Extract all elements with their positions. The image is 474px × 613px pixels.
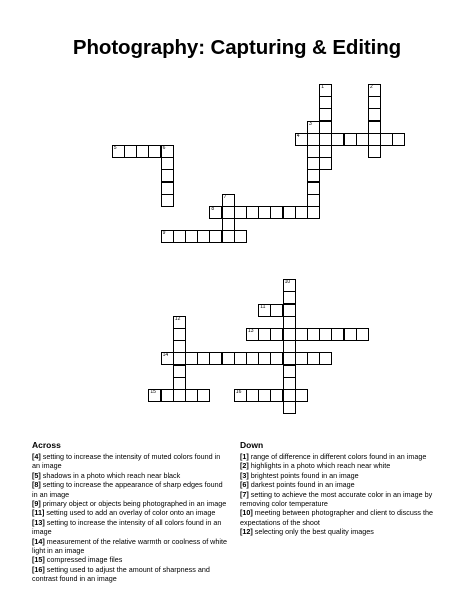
down-clue bbox=[240, 461, 450, 470]
grid-cell[interactable] bbox=[270, 328, 283, 341]
cell-number: 13 bbox=[248, 328, 254, 334]
grid-cell[interactable] bbox=[319, 145, 332, 158]
grid-cell[interactable] bbox=[148, 145, 161, 158]
clue-text: range of difference in different colors found in an image bbox=[248, 452, 427, 461]
grid-cell[interactable] bbox=[319, 96, 332, 109]
clue-text: brightest points found in an image bbox=[248, 470, 359, 480]
cell-number: 15 bbox=[150, 389, 156, 395]
clue-number: [7] bbox=[240, 489, 249, 499]
clue-number: [9] bbox=[32, 499, 41, 509]
grid-cell[interactable] bbox=[283, 316, 296, 329]
grid-cell[interactable] bbox=[258, 389, 271, 402]
clue-text: shadows in a photo which reach near black bbox=[40, 470, 181, 480]
clue-text: primary object or objects being photographed in an image bbox=[40, 499, 227, 509]
grid-cell[interactable] bbox=[161, 169, 174, 182]
grid-cell[interactable] bbox=[124, 145, 137, 158]
clue-number: [11] bbox=[32, 508, 45, 518]
grid-cell[interactable] bbox=[283, 206, 296, 219]
across-clue bbox=[32, 471, 228, 480]
across-clues bbox=[32, 440, 228, 584]
cell-number: 7 bbox=[223, 193, 227, 200]
cell-number: 5 bbox=[113, 145, 117, 151]
clue-text: setting to increase the intensity of muted colors found in an image bbox=[32, 452, 221, 471]
grid-cell[interactable] bbox=[173, 316, 186, 329]
grid-cell[interactable] bbox=[283, 389, 296, 402]
grid-cell[interactable] bbox=[344, 328, 357, 341]
clue-text: meeting between photographer and client to discuss the expectations of the shoot bbox=[240, 508, 434, 527]
puzzle-title: Photography: Capturing & Editing bbox=[72, 36, 402, 59]
clue-number: [16] bbox=[32, 564, 45, 574]
grid-cell[interactable] bbox=[392, 133, 405, 146]
grid-cell[interactable] bbox=[319, 121, 332, 134]
grid-cell[interactable] bbox=[283, 352, 296, 365]
clue-text: setting to achieve the most accurate color in an image by removing color temperature bbox=[240, 489, 433, 509]
clue-text: darkest points found in an image bbox=[248, 480, 355, 490]
grid-cell[interactable] bbox=[356, 328, 369, 341]
grid-cell[interactable] bbox=[295, 352, 308, 365]
grid-cell[interactable] bbox=[148, 389, 161, 402]
grid-cell[interactable] bbox=[368, 108, 381, 121]
grid-cell[interactable] bbox=[222, 194, 235, 207]
across-clue bbox=[32, 518, 228, 537]
cell-number: 9 bbox=[162, 230, 166, 237]
grid-cell[interactable] bbox=[161, 194, 174, 207]
cell-number: 12 bbox=[174, 315, 181, 322]
grid-cell[interactable] bbox=[173, 328, 186, 341]
grid-cell[interactable] bbox=[234, 206, 247, 219]
grid-cell[interactable] bbox=[356, 133, 369, 146]
grid-cell[interactable] bbox=[283, 377, 296, 390]
grid-cell[interactable] bbox=[307, 169, 320, 182]
grid-cell[interactable] bbox=[307, 352, 320, 365]
grid-cell[interactable] bbox=[270, 389, 283, 402]
grid-cell[interactable] bbox=[307, 145, 320, 158]
grid-cell[interactable] bbox=[112, 145, 125, 158]
grid-cell[interactable] bbox=[173, 230, 186, 243]
cell-number: 1 bbox=[321, 84, 324, 90]
cell-number: 3 bbox=[309, 120, 312, 127]
down-heading: Down bbox=[240, 440, 264, 450]
grid-cell[interactable] bbox=[295, 328, 308, 341]
down-clue bbox=[240, 527, 450, 536]
grid-cell[interactable] bbox=[209, 206, 222, 219]
grid-cell[interactable] bbox=[185, 352, 198, 365]
clue-number: [5] bbox=[32, 470, 41, 480]
clue-number: [3] bbox=[240, 470, 249, 480]
grid-cell[interactable] bbox=[344, 133, 357, 146]
grid-cell[interactable] bbox=[222, 352, 235, 365]
clue-number: [15] bbox=[32, 555, 45, 565]
grid-cell[interactable] bbox=[368, 145, 381, 158]
grid-cell[interactable] bbox=[185, 230, 198, 243]
grid-cell[interactable] bbox=[368, 96, 381, 109]
grid-cell[interactable] bbox=[246, 389, 259, 402]
clue-number: [1] bbox=[240, 452, 249, 461]
grid-cell[interactable] bbox=[161, 230, 174, 243]
grid-cell[interactable] bbox=[283, 401, 296, 414]
grid-cell[interactable] bbox=[222, 230, 235, 243]
grid-cell[interactable] bbox=[307, 121, 320, 134]
grid-cell[interactable] bbox=[258, 304, 271, 317]
clue-text: setting used to adjust the amount of sharpness and contrast found in an image bbox=[32, 564, 210, 584]
grid-cell[interactable] bbox=[319, 133, 332, 146]
grid-cell[interactable] bbox=[319, 157, 332, 170]
cell-number: 2 bbox=[370, 84, 373, 90]
grid-cell[interactable] bbox=[197, 352, 210, 365]
clue-text: setting to increase the appearance of sharp edges found in an image bbox=[32, 480, 223, 499]
grid-cell[interactable] bbox=[295, 206, 308, 219]
grid-cell[interactable] bbox=[283, 365, 296, 378]
down-clue bbox=[240, 490, 450, 509]
grid-cell[interactable] bbox=[368, 121, 381, 134]
grid-cell[interactable] bbox=[270, 304, 283, 317]
grid-cell[interactable] bbox=[307, 157, 320, 170]
grid-cell[interactable] bbox=[283, 279, 296, 292]
grid-cell[interactable] bbox=[319, 328, 332, 341]
grid-cell[interactable] bbox=[234, 352, 247, 365]
grid-cell[interactable] bbox=[161, 145, 174, 158]
grid-cell[interactable] bbox=[246, 328, 259, 341]
across-clue-list bbox=[32, 452, 228, 584]
grid-cell[interactable] bbox=[185, 389, 198, 402]
grid-cell[interactable] bbox=[161, 182, 174, 195]
grid-cell[interactable] bbox=[283, 340, 296, 353]
cell-number: 4 bbox=[296, 132, 300, 139]
grid-cell[interactable] bbox=[368, 133, 381, 146]
clue-number: [6] bbox=[240, 480, 249, 490]
grid-cell[interactable] bbox=[234, 389, 247, 402]
down-clue-list bbox=[240, 452, 450, 537]
down-clue bbox=[240, 480, 450, 489]
clue-text: compressed image files bbox=[44, 555, 123, 565]
grid-cell[interactable] bbox=[307, 182, 320, 195]
grid-cell[interactable] bbox=[295, 389, 308, 402]
grid-cell[interactable] bbox=[368, 84, 381, 97]
grid-cell[interactable] bbox=[270, 352, 283, 365]
grid-cell[interactable] bbox=[307, 328, 320, 341]
grid-cell[interactable] bbox=[197, 230, 210, 243]
cell-number: 16 bbox=[235, 389, 242, 395]
down-clue bbox=[240, 471, 450, 480]
grid-cell[interactable] bbox=[258, 206, 271, 219]
grid-cell[interactable] bbox=[319, 352, 332, 365]
grid-cell[interactable] bbox=[173, 389, 186, 402]
grid-cell[interactable] bbox=[380, 133, 393, 146]
clue-number: [10] bbox=[240, 508, 253, 518]
down-clues bbox=[240, 440, 450, 537]
grid-cell[interactable] bbox=[234, 230, 247, 243]
across-clue bbox=[32, 499, 228, 508]
grid-cell[interactable] bbox=[173, 365, 186, 378]
cell-number: 11 bbox=[260, 303, 266, 310]
cell-number: 10 bbox=[284, 279, 291, 286]
clue-number: [14] bbox=[32, 536, 45, 546]
grid-cell[interactable] bbox=[209, 230, 222, 243]
cell-number: 6 bbox=[162, 145, 166, 151]
clue-text: setting used to add an overlay of color onto an image bbox=[44, 508, 216, 518]
grid-cell[interactable] bbox=[209, 352, 222, 365]
clue-number: [8] bbox=[32, 480, 41, 490]
grid-cell[interactable] bbox=[283, 291, 296, 304]
grid-cell[interactable] bbox=[197, 389, 210, 402]
across-clue bbox=[32, 452, 228, 471]
grid-cell[interactable] bbox=[307, 194, 320, 207]
across-clue bbox=[32, 508, 228, 517]
grid-cell[interactable] bbox=[331, 328, 344, 341]
clue-text: measurement of the relative warmth or coolness of white light in an image bbox=[32, 536, 227, 556]
across-clue bbox=[32, 565, 228, 584]
grid-cell[interactable] bbox=[222, 206, 235, 219]
cell-number: 8 bbox=[211, 206, 215, 212]
cell-number: 14 bbox=[162, 352, 169, 359]
grid-cell[interactable] bbox=[222, 218, 235, 231]
grid-cell[interactable] bbox=[161, 389, 174, 402]
grid-cell[interactable] bbox=[283, 328, 296, 341]
grid-cell[interactable] bbox=[173, 340, 186, 353]
clue-text: selecting only the best quality images bbox=[252, 527, 374, 537]
grid-cell[interactable] bbox=[258, 328, 271, 341]
clue-number: [4] bbox=[32, 452, 41, 461]
grid-cell[interactable] bbox=[173, 377, 186, 390]
grid-cell[interactable] bbox=[161, 352, 174, 365]
grid-cell[interactable] bbox=[307, 133, 320, 146]
grid-cell[interactable] bbox=[331, 133, 344, 146]
grid-cell[interactable] bbox=[319, 108, 332, 121]
grid-cell[interactable] bbox=[161, 157, 174, 170]
across-clue bbox=[32, 480, 228, 499]
grid-cell[interactable] bbox=[246, 206, 259, 219]
clue-number: [12] bbox=[240, 527, 253, 537]
grid-cell[interactable] bbox=[246, 352, 259, 365]
across-clue bbox=[32, 555, 228, 564]
grid-cell[interactable] bbox=[319, 84, 332, 97]
clue-number: [2] bbox=[240, 461, 249, 471]
clue-number: [13] bbox=[32, 517, 45, 527]
grid-cell[interactable] bbox=[136, 145, 149, 158]
across-clue bbox=[32, 537, 228, 556]
down-clue bbox=[240, 452, 450, 461]
clue-text: highlights in a photo which reach near white bbox=[248, 461, 391, 471]
grid-cell[interactable] bbox=[173, 352, 186, 365]
grid-cell[interactable] bbox=[270, 206, 283, 219]
clue-text: setting to increase the intensity of all colors found in an image bbox=[32, 517, 222, 537]
grid-cell[interactable] bbox=[307, 206, 320, 219]
grid-cell[interactable] bbox=[295, 133, 308, 146]
grid-cell[interactable] bbox=[283, 304, 296, 317]
down-clue bbox=[240, 508, 450, 527]
grid-cell[interactable] bbox=[258, 352, 271, 365]
across-heading: Across bbox=[32, 440, 61, 450]
